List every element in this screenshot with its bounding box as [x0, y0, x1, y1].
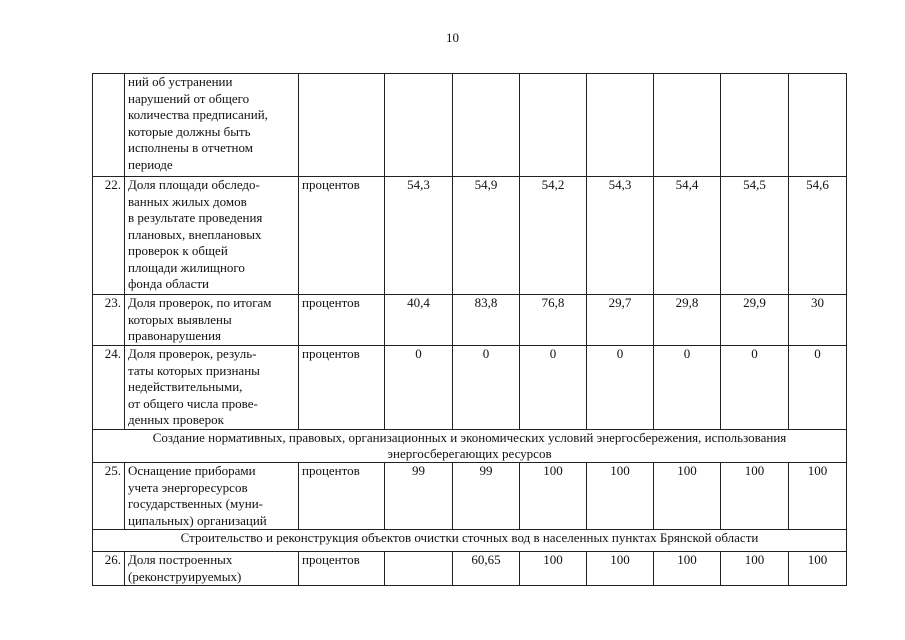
unit-cell: процентов: [299, 177, 385, 295]
row-number: 22.: [93, 177, 125, 295]
section-row: [93, 430, 847, 463]
value-cell-7: 54,6: [789, 177, 847, 295]
indicator-name-line: правонарушения: [128, 328, 222, 343]
indicator-name-line: недействительными,: [128, 379, 243, 394]
indicator-name-line: которые должны быть: [128, 123, 251, 139]
value-cell-7: 30: [789, 295, 847, 346]
unit-cell: процентов: [299, 295, 385, 346]
section-heading-line: Строительство и реконструкция объектов очистки сточных вод в населенных пунктах Брянской области: [180, 530, 759, 545]
value-cell-5: 29,8: [654, 295, 721, 346]
table-row: [93, 346, 847, 430]
table-body: [93, 74, 847, 586]
value-cell-5: 100: [654, 463, 721, 530]
indicator-name-line: проверок к общей: [128, 243, 228, 258]
indicator-name-line: учета энергоресурсов: [128, 479, 248, 495]
value-cell-4: 100: [587, 552, 654, 586]
value-cell-3: 100: [520, 552, 587, 586]
value-cell-5: 54,4: [654, 177, 721, 295]
indicator-name-line: (реконструируемых): [128, 568, 242, 584]
value-cell-1: 40,4: [385, 295, 453, 346]
section-heading-line: Создание нормативных, правовых, организационных и экономических условий энергосбережения, использования: [152, 430, 787, 445]
row-number: 23.: [93, 295, 125, 346]
indicator-name-line: Доля построенных: [128, 552, 233, 567]
value-cell-7: 0: [789, 346, 847, 430]
indicator-name: [125, 552, 299, 586]
indicator-name-line: исполнены в отчетном: [128, 140, 253, 155]
section-heading: [93, 430, 847, 463]
indicator-name-line: площади жилищного: [128, 259, 245, 275]
value-cell-6: 0: [721, 346, 789, 430]
value-cell-1: 54,3: [385, 177, 453, 295]
row-number: 24.: [93, 346, 125, 430]
indicator-name: [125, 463, 299, 530]
value-cell-6: 54,5: [721, 177, 789, 295]
indicator-name-line: Доля проверок, резуль-: [128, 346, 257, 361]
indicators-table: [92, 73, 847, 586]
value-cell-3: 0: [520, 346, 587, 430]
value-cell-4: 29,7: [587, 295, 654, 346]
indicator-name: [125, 295, 299, 346]
value-cell-7: 100: [789, 552, 847, 586]
section-heading: [93, 530, 847, 552]
value-cell-4: 0: [587, 346, 654, 430]
table-row: [93, 552, 847, 586]
indicator-name: [125, 346, 299, 430]
value-cell-6: [721, 74, 789, 177]
indicator-name-line: нарушений от общего: [128, 90, 250, 106]
table-row: [93, 295, 847, 346]
value-cell-1: [385, 74, 453, 177]
value-cell-4: 54,3: [587, 177, 654, 295]
indicator-name-line: фонда области: [128, 276, 209, 291]
row-number: 25.: [93, 463, 125, 530]
indicator-name-line: Оснащение приборами: [128, 463, 256, 478]
value-cell-2: 60,65: [453, 552, 520, 586]
value-cell-1: [385, 552, 453, 586]
value-cell-5: [654, 74, 721, 177]
value-cell-3: 76,8: [520, 295, 587, 346]
row-number: 26.: [93, 552, 125, 586]
value-cell-6: 100: [721, 463, 789, 530]
unit-cell: процентов: [299, 552, 385, 586]
value-cell-3: 54,2: [520, 177, 587, 295]
value-cell-4: 100: [587, 463, 654, 530]
value-cell-1: 99: [385, 463, 453, 530]
value-cell-2: 99: [453, 463, 520, 530]
indicator-name-line: денных проверок: [128, 412, 224, 427]
indicator-name-line: ний об устранении: [128, 74, 233, 89]
value-cell-7: 100: [789, 463, 847, 530]
indicator-name-line: количества предписаний,: [128, 107, 268, 122]
indicator-name-line: Доля площади обследо-: [128, 177, 260, 192]
indicator-name: [125, 177, 299, 295]
indicator-name-line: таты которых признаны: [128, 362, 260, 378]
indicator-name-line: периоде: [128, 156, 173, 172]
value-cell-3: 100: [520, 463, 587, 530]
section-row: [93, 530, 847, 552]
table-row: [93, 177, 847, 295]
value-cell-2: 54,9: [453, 177, 520, 295]
value-cell-7: [789, 74, 847, 177]
indicator-name-line: ципальных) организаций: [128, 512, 267, 528]
value-cell-5: 0: [654, 346, 721, 430]
value-cell-3: [520, 74, 587, 177]
value-cell-2: 0: [453, 346, 520, 430]
unit-cell: процентов: [299, 463, 385, 530]
indicator-name-line: в результате проведения: [128, 210, 263, 225]
indicator-name-line: Доля проверок, по итогам: [128, 295, 272, 310]
indicator-name-line: государственных (муни-: [128, 496, 263, 511]
value-cell-2: [453, 74, 520, 177]
section-heading-line: энергосберегающих ресурсов: [387, 446, 552, 461]
unit-cell: [299, 74, 385, 177]
indicator-name: [125, 74, 299, 177]
value-cell-6: 100: [721, 552, 789, 586]
table-row: [93, 74, 847, 177]
unit-cell: процентов: [299, 346, 385, 430]
indicator-name-line: плановых, внеплановых: [128, 226, 262, 242]
value-cell-5: 100: [654, 552, 721, 586]
value-cell-2: 83,8: [453, 295, 520, 346]
table-row: [93, 463, 847, 530]
indicator-name-line: от общего числа прове-: [128, 395, 258, 411]
value-cell-4: [587, 74, 654, 177]
page-number: 10: [446, 30, 459, 45]
indicator-name-line: которых выявлены: [128, 311, 232, 327]
value-cell-6: 29,9: [721, 295, 789, 346]
row-number: [93, 74, 125, 177]
indicator-name-line: ванных жилых домов: [128, 193, 247, 209]
value-cell-1: 0: [385, 346, 453, 430]
